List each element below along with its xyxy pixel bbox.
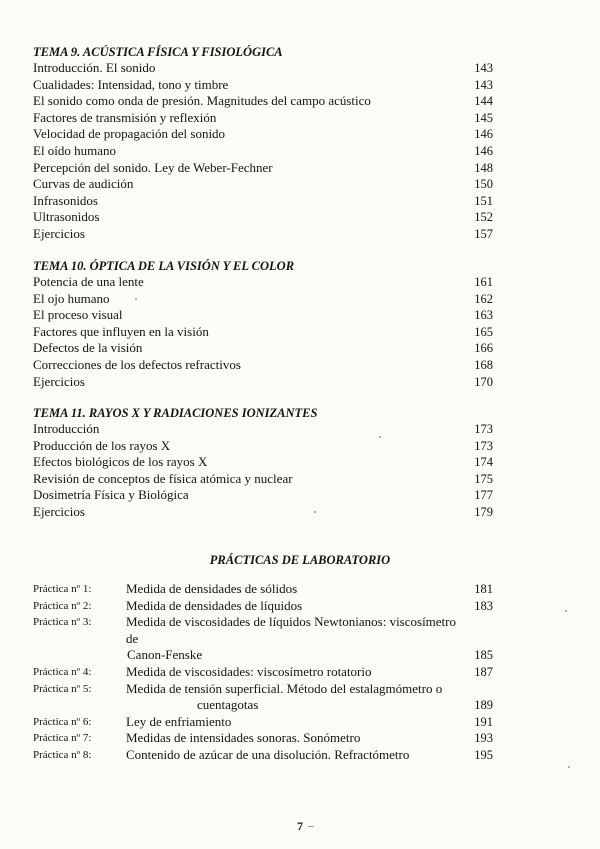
practica-title: Medida de viscosidades de líquidos Newtonianos: viscosímetro de: [126, 614, 457, 646]
toc-entry: [33, 176, 493, 193]
scan-speck: [379, 436, 381, 438]
entry-label: El ojo humano: [33, 290, 110, 306]
toc-entry: [33, 487, 493, 504]
toc-entry: [33, 60, 493, 77]
practica-entry: [33, 581, 493, 598]
toc-entry: [33, 374, 493, 391]
section-entries: [33, 274, 493, 390]
practica-page: 185: [474, 648, 493, 663]
practica-title-block: [126, 681, 463, 714]
entry-label: Curvas de audición: [33, 176, 134, 192]
entry-page: 170: [474, 374, 493, 389]
practica-title-continued: cuentagotas: [197, 697, 259, 713]
toc-entry: [33, 504, 493, 521]
practica-title: Medida de viscosidades: viscosímetro rotatorio: [126, 663, 372, 679]
entry-label: El oído humano: [33, 142, 117, 158]
entry-page: 174: [474, 455, 493, 470]
entry-label: Velocidad de propagación del sonido: [33, 126, 226, 142]
entry-page: 146: [474, 143, 493, 158]
practica-title: Medidas de intensidades sonoras. Sonómetro: [126, 730, 361, 746]
entry-page: 152: [474, 210, 493, 225]
toc-entry: [33, 77, 493, 94]
practica-label: Práctica nº 2:: [33, 599, 92, 612]
entry-page: 175: [474, 471, 493, 486]
practica-label: Práctica nº 6:: [33, 715, 92, 728]
entry-label: Potencia de una lente: [33, 274, 144, 289]
section-title: TEMA 11. RAYOS X Y RADIACIONES IONIZANTES: [33, 406, 318, 420]
practica-label: Práctica nº 7:: [33, 732, 92, 745]
entry-page: 173: [474, 438, 493, 453]
toc-entry: [33, 307, 493, 324]
toc-entry: [33, 291, 493, 308]
practica-label: Práctica nº 5:: [33, 682, 92, 695]
toc-entry: [33, 226, 493, 243]
practica-page: 181: [474, 582, 493, 596]
practica-label: Práctica nº 4:: [33, 665, 92, 678]
practicas-heading: PRÁCTICAS DE LABORATORIO: [209, 553, 391, 567]
toc-entry: [33, 126, 493, 143]
toc-entry: [33, 324, 493, 341]
entry-page: 161: [474, 275, 493, 289]
entry-label: Infrasonidos: [33, 192, 98, 208]
entry-page: 179: [474, 504, 493, 519]
section-tema-11: [33, 405, 493, 521]
practica-page: 189: [474, 698, 493, 713]
practica-label: Práctica nº 3:: [33, 616, 92, 629]
toc-entry: [33, 438, 493, 455]
entry-label: El sonido como onda de presión. Magnitudes del campo acústico: [33, 93, 371, 109]
entry-label: Ultrasonidos: [33, 209, 100, 225]
entry-label: Producción de los rayos X: [33, 437, 171, 453]
practica-entry: [33, 598, 493, 615]
entry-label: Ejercicios: [33, 225, 85, 241]
entry-page: 166: [474, 341, 493, 356]
practica-title-block: [126, 614, 463, 664]
toc-entry: [33, 357, 493, 374]
entry-label: El proceso visual: [33, 307, 123, 323]
section-tema-9: [33, 44, 493, 243]
practica-title: Medida de densidades de sólidos: [126, 581, 298, 596]
practica-title: Ley de enfriamiento: [126, 713, 232, 729]
section-tema-10: [33, 258, 493, 390]
section-entries: [33, 60, 493, 243]
entry-page: 151: [474, 193, 493, 208]
section-title: TEMA 9. ACÚSTICA FÍSICA Y FISIOLÓGICA: [33, 45, 283, 59]
practica-entry: [33, 681, 493, 714]
practica-label: Práctica nº 1:: [33, 583, 92, 595]
entry-page: 157: [474, 226, 493, 241]
practica-title: Medida de densidades de líquidos: [126, 597, 303, 613]
toc-entry: [33, 93, 493, 110]
scan-speck: [135, 298, 137, 300]
practica-entry: [33, 747, 493, 764]
entry-page: 165: [474, 324, 493, 339]
entry-page: 150: [474, 177, 493, 192]
entry-label: Cualidades: Intensidad, tono y timbre: [33, 76, 229, 92]
practica-entry: [33, 664, 493, 681]
practica-page: 193: [474, 731, 493, 746]
toc-entry: [33, 340, 493, 357]
entry-label: Factores que influyen en la visión: [33, 323, 209, 339]
toc-entry: [33, 193, 493, 210]
section-entries: [33, 421, 493, 521]
toc-entry: [33, 454, 493, 471]
entry-page: 173: [474, 422, 493, 436]
entry-label: Defectos de la visión: [33, 340, 143, 356]
toc-entry: [33, 160, 493, 177]
entry-label: Introducción. El sonido: [33, 60, 156, 75]
entry-page: 143: [474, 77, 493, 92]
entry-page: 163: [474, 308, 493, 323]
practica-entry: [33, 714, 493, 731]
toc-entry: [33, 110, 493, 127]
toc-entry: [33, 274, 493, 291]
toc-entry: [33, 143, 493, 160]
toc-entry: [33, 471, 493, 488]
entry-page: 144: [474, 94, 493, 109]
scan-speck: [314, 511, 316, 513]
entry-label: Ejercicios: [33, 503, 85, 519]
entry-label: Percepción del sonido. Ley de Weber-Fechner: [33, 159, 273, 175]
entry-label: Efectos biológicos de los rayos X: [33, 454, 208, 470]
entry-label: Factores de transmisión y reflexión: [33, 109, 217, 125]
practica-entry: [33, 730, 493, 747]
practica-page: 183: [474, 598, 493, 613]
scan-speck: [568, 766, 570, 768]
entry-label: Introducción: [33, 421, 100, 436]
entry-label: Correcciones de los defectos refractivos: [33, 356, 241, 372]
scan-speck: [565, 610, 567, 612]
practica-page: 187: [474, 664, 493, 679]
scan-speck: [308, 826, 314, 827]
toc-entry: [33, 209, 493, 226]
practica-label: Práctica nº 8:: [33, 748, 92, 761]
toc-entry: [33, 421, 493, 438]
entry-page: 143: [474, 61, 493, 75]
entry-page: 177: [474, 488, 493, 503]
entry-page: 168: [474, 357, 493, 372]
practica-page: 191: [474, 714, 493, 729]
practica-entry: [33, 614, 493, 664]
section-title: TEMA 10. ÓPTICA DE LA VISIÓN Y EL COLOR: [33, 259, 295, 273]
entry-label: Dosimetría Física y Biológica: [33, 487, 189, 503]
practica-title-continued: Canon-Fenske: [127, 647, 203, 663]
practica-page: 195: [474, 747, 493, 762]
practica-title: Contenido de azúcar de una disolución. Refractómetro: [126, 746, 410, 762]
entry-label: Revisión de conceptos de física atómica y nuclear: [33, 470, 293, 486]
entry-page: 162: [474, 291, 493, 306]
entry-label: Ejercicios: [33, 373, 85, 389]
footer-page-number: 7: [297, 819, 303, 833]
entry-page: 145: [474, 110, 493, 125]
entry-page: 148: [474, 160, 493, 175]
practica-title: Medida de tensión superficial. Método del estalagmómetro o: [126, 680, 443, 696]
practicas-list: [33, 581, 493, 764]
entry-page: 146: [474, 127, 493, 142]
